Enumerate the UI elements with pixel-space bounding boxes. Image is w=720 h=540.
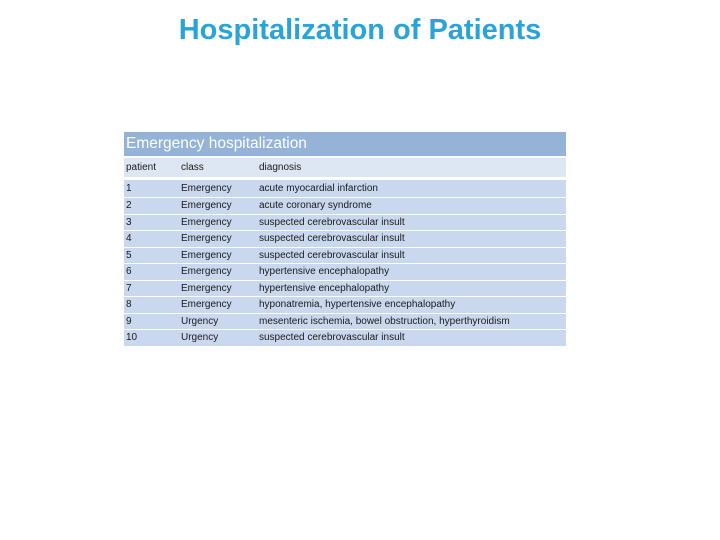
cell-patient: 8 (124, 297, 179, 314)
cell-class: Urgency (179, 313, 257, 330)
cell-patient: 10 (124, 330, 179, 347)
hospitalization-table-container (124, 132, 566, 347)
table-row (124, 247, 566, 264)
cell-patient: 9 (124, 313, 179, 330)
cell-diagnosis: acute myocardial infarction (257, 179, 566, 198)
table-row (124, 231, 566, 248)
column-header-diagnosis: diagnosis (257, 158, 566, 179)
page-title: Hospitalization of Patients (178, 14, 542, 46)
table-row (124, 198, 566, 215)
cell-class: Emergency (179, 247, 257, 264)
cell-class: Emergency (179, 231, 257, 248)
cell-class: Emergency (179, 280, 257, 297)
cell-patient: 1 (124, 179, 179, 198)
table-row (124, 179, 566, 198)
cell-diagnosis: hypertensive encephalopathy (257, 280, 566, 297)
table-row (124, 280, 566, 297)
cell-class: Emergency (179, 198, 257, 215)
hospitalization-table (124, 158, 566, 347)
table-row (124, 214, 566, 231)
cell-diagnosis: acute coronary syndrome (257, 198, 566, 215)
cell-class: Emergency (179, 179, 257, 198)
table-caption: Emergency hospitalization (124, 132, 566, 158)
cell-diagnosis: suspected cerebrovascular insult (257, 330, 566, 347)
cell-patient: 3 (124, 214, 179, 231)
cell-class: Emergency (179, 297, 257, 314)
column-header-patient: patient (124, 158, 179, 179)
table-header-row (124, 158, 566, 179)
cell-class: Emergency (179, 214, 257, 231)
table-row (124, 264, 566, 281)
cell-class: Emergency (179, 264, 257, 281)
column-header-class: class (179, 158, 257, 179)
table-row (124, 330, 566, 347)
table-row (124, 297, 566, 314)
cell-diagnosis: suspected cerebrovascular insult (257, 231, 566, 248)
cell-diagnosis: mesenteric ischemia, bowel obstruction, hyperthyroidism (257, 313, 566, 330)
cell-diagnosis: suspected cerebrovascular insult (257, 214, 566, 231)
cell-patient: 5 (124, 247, 179, 264)
cell-diagnosis: hypertensive encephalopathy (257, 264, 566, 281)
cell-patient: 2 (124, 198, 179, 215)
cell-patient: 4 (124, 231, 179, 248)
cell-diagnosis: suspected cerebrovascular insult (257, 247, 566, 264)
cell-patient: 6 (124, 264, 179, 281)
cell-class: Urgency (179, 330, 257, 347)
cell-diagnosis: hyponatremia, hypertensive encephalopathy (257, 297, 566, 314)
cell-patient: 7 (124, 280, 179, 297)
table-row (124, 313, 566, 330)
